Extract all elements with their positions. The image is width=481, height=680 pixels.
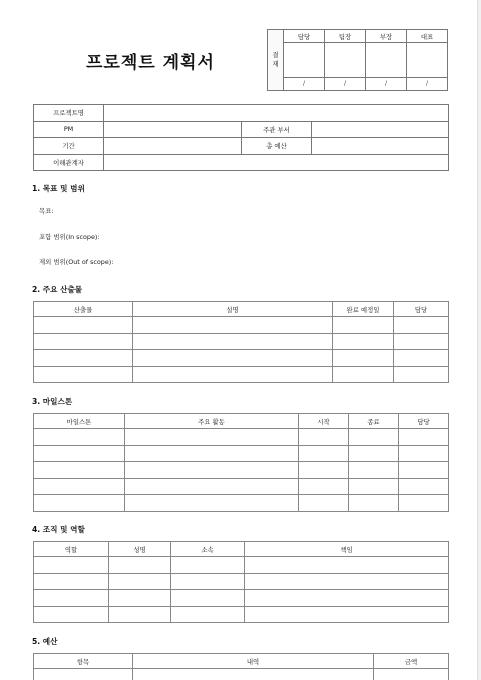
table-cell[interactable] (349, 478, 399, 495)
table-cell[interactable] (34, 462, 125, 479)
pm-label: PM (34, 121, 104, 138)
table-cell[interactable] (34, 606, 109, 623)
organization-header: 역할 (34, 542, 109, 557)
table-cell[interactable] (299, 462, 349, 479)
deliverables-header: 담당 (394, 302, 449, 317)
table-cell[interactable] (171, 590, 245, 607)
project-name-field[interactable] (104, 105, 449, 122)
table-row (34, 478, 449, 495)
table-cell[interactable] (349, 495, 399, 512)
table-row (34, 317, 449, 334)
table-row (34, 462, 449, 479)
milestones-header: 종료 (349, 414, 399, 429)
table-row (34, 366, 449, 383)
approval-date-cell[interactable]: / (366, 77, 407, 90)
goal-line[interactable]: 목표: (39, 207, 54, 215)
organization-header: 성명 (109, 542, 171, 557)
project-info-table (33, 104, 449, 171)
approval-table (267, 29, 448, 91)
table-cell[interactable] (125, 495, 299, 512)
approval-sign-cell[interactable] (325, 43, 366, 78)
section-organization: 4. 조직 및 역할 (32, 525, 85, 534)
table-cell[interactable] (399, 478, 449, 495)
organization-header: 소속 (171, 542, 245, 557)
table-cell[interactable] (399, 429, 449, 446)
approval-date-cell[interactable]: / (407, 77, 448, 90)
budget-header: 내역 (133, 654, 374, 669)
table-cell[interactable] (34, 557, 109, 574)
table-cell[interactable] (34, 366, 133, 383)
milestones-table (33, 413, 449, 512)
table-row (34, 350, 449, 367)
in-scope-line[interactable]: 포함 범위(In scope): (39, 233, 100, 241)
table-cell[interactable] (133, 350, 333, 367)
table-row (34, 606, 449, 623)
table-cell[interactable] (245, 590, 449, 607)
table-cell[interactable] (245, 606, 449, 623)
table-cell[interactable] (34, 350, 133, 367)
table-row (34, 495, 449, 512)
budget-field[interactable] (312, 138, 449, 155)
approval-date-cell[interactable]: / (325, 77, 366, 90)
document-title: 프로젝트 계획서 (86, 53, 215, 73)
approval-role-dept-head: 부장 (366, 30, 407, 43)
milestones-header: 담당 (399, 414, 449, 429)
table-cell[interactable] (394, 317, 449, 334)
table-cell[interactable] (34, 317, 133, 334)
table-cell[interactable] (34, 669, 133, 680)
dept-label: 주관 부서 (242, 121, 312, 138)
dept-field[interactable] (312, 121, 449, 138)
table-cell[interactable] (349, 462, 399, 479)
table-cell[interactable] (349, 429, 399, 446)
table-cell[interactable] (299, 495, 349, 512)
stakeholder-label: 이해관계자 (34, 154, 104, 171)
out-scope-line[interactable]: 제외 범위(Out of scope): (39, 258, 114, 266)
table-cell[interactable] (109, 573, 171, 590)
deliverables-table (33, 301, 449, 383)
table-cell[interactable] (299, 445, 349, 462)
table-cell[interactable] (125, 478, 299, 495)
section-milestones: 3. 마일스톤 (32, 397, 73, 406)
table-cell[interactable] (171, 606, 245, 623)
table-cell[interactable] (133, 333, 333, 350)
deliverables-header: 산출물 (34, 302, 133, 317)
milestones-header: 주요 활동 (125, 414, 299, 429)
table-cell[interactable] (34, 478, 125, 495)
approval-role-staff: 담당 (284, 30, 325, 43)
table-cell[interactable] (125, 429, 299, 446)
table-cell[interactable] (399, 445, 449, 462)
table-row (34, 429, 449, 446)
table-row (34, 573, 449, 590)
table-cell[interactable] (125, 445, 299, 462)
table-cell[interactable] (245, 557, 449, 574)
table-cell[interactable] (299, 429, 349, 446)
table-cell[interactable] (109, 590, 171, 607)
approval-role-team-lead: 팀장 (325, 30, 366, 43)
table-row (34, 669, 449, 680)
section-goals-scope: 1. 목표 및 범위 (32, 184, 85, 193)
budget-table (33, 653, 449, 680)
table-cell[interactable] (125, 462, 299, 479)
table-cell[interactable] (349, 445, 399, 462)
table-cell[interactable] (245, 573, 449, 590)
table-cell[interactable] (34, 333, 133, 350)
period-field[interactable] (104, 138, 242, 155)
table-row (34, 333, 449, 350)
approval-role-ceo: 대표 (407, 30, 448, 43)
table-cell[interactable] (133, 317, 333, 334)
table-cell[interactable] (133, 669, 374, 680)
deliverables-header: 설명 (133, 302, 333, 317)
approval-sign-cell[interactable] (366, 43, 407, 78)
section-deliverables: 2. 주요 산출물 (32, 285, 83, 294)
table-cell[interactable] (34, 495, 125, 512)
approval-label: 결 재 (268, 30, 284, 91)
table-cell[interactable] (171, 573, 245, 590)
project-name-label: 프로젝트명 (34, 105, 104, 122)
milestones-header: 시작 (299, 414, 349, 429)
table-cell[interactable] (34, 590, 109, 607)
table-cell[interactable] (333, 366, 394, 383)
table-cell[interactable] (34, 429, 125, 446)
milestones-header: 마일스톤 (34, 414, 125, 429)
table-cell[interactable] (171, 557, 245, 574)
table-row (34, 445, 449, 462)
budget-label: 총 예산 (242, 138, 312, 155)
budget-header: 항목 (34, 654, 133, 669)
table-cell[interactable] (133, 366, 333, 383)
table-cell[interactable] (333, 350, 394, 367)
budget-header: 금액 (374, 654, 449, 669)
table-row (34, 557, 449, 574)
table-cell[interactable] (299, 478, 349, 495)
table-cell[interactable] (109, 557, 171, 574)
table-cell[interactable] (333, 317, 394, 334)
table-cell[interactable] (109, 606, 171, 623)
table-cell[interactable] (34, 573, 109, 590)
table-cell[interactable] (394, 333, 449, 350)
pm-field[interactable] (104, 121, 242, 138)
table-cell[interactable] (399, 495, 449, 512)
table-cell[interactable] (394, 350, 449, 367)
deliverables-header: 완료 예정일 (333, 302, 394, 317)
stakeholder-field[interactable] (104, 154, 449, 171)
section-budget: 5. 예산 (32, 637, 58, 646)
table-cell[interactable] (333, 333, 394, 350)
approval-sign-cell[interactable] (284, 43, 325, 78)
organization-header: 책임 (245, 542, 449, 557)
table-cell[interactable] (399, 462, 449, 479)
table-cell[interactable] (394, 366, 449, 383)
period-label: 기간 (34, 138, 104, 155)
organization-table (33, 541, 449, 623)
table-row (34, 590, 449, 607)
approval-date-cell[interactable]: / (284, 77, 325, 90)
table-cell[interactable] (374, 669, 449, 680)
approval-sign-cell[interactable] (407, 43, 448, 78)
table-cell[interactable] (34, 445, 125, 462)
